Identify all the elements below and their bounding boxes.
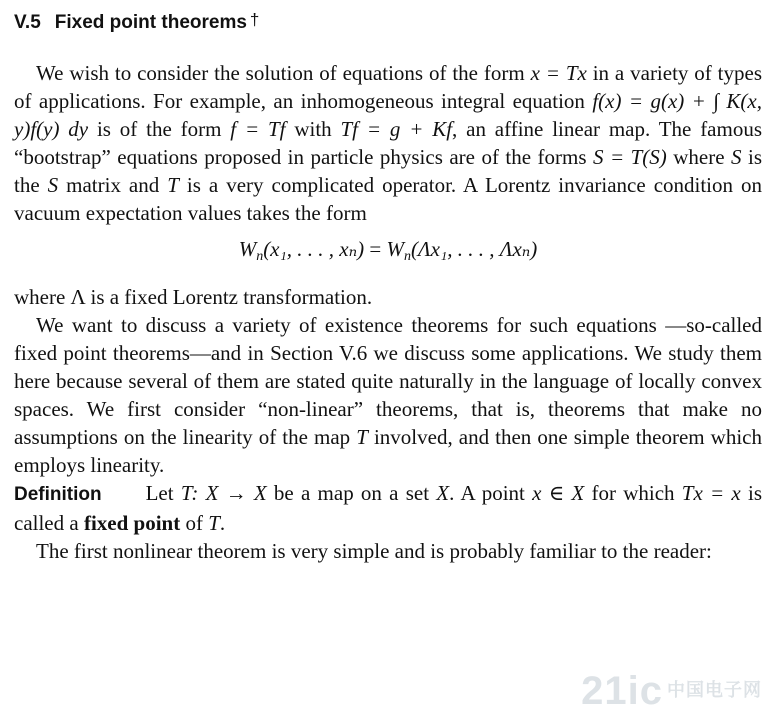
math-args: (x₁, . . . , xₙ) [263,237,365,261]
text: be a map on a set [266,481,437,505]
watermark-logo [581,669,762,714]
math-inline: f(x) = g(x) + ∫ K(x, y)f(y) dy [14,89,762,141]
footnote-dagger[interactable]: † [249,10,260,29]
math-inline: f = Tf [230,117,286,141]
watermark-text: 21ic [581,669,663,713]
definition-label: Definition [14,484,102,505]
math-inline: S [47,173,59,197]
watermark-cn: 中国电子网 [667,680,762,700]
math-inline: T [167,173,179,197]
text: is called a [14,481,762,535]
paragraph-lorentz: where Λ is a fixed Lorentz transformation. [14,285,373,309]
text: involved, and then one simple theorem which employs linearity. [14,425,762,477]
math-inline: S [731,145,742,169]
math-symbol: W [386,237,404,261]
text: , an affine linear map. The famous “bootstrap” equations proposed in particle physics are of the forms [14,117,763,169]
math-inline: x ∈ X [532,481,585,505]
math-inline: X [436,481,450,505]
math-subscript: n [256,249,264,264]
text: where [666,145,732,169]
math-inline: T [356,425,368,449]
section-title: Fixed point theorems [54,12,247,33]
page [14,6,762,565]
math-symbol: W [238,237,257,261]
text: We wish to consider the solution of equations of the form [36,61,531,85]
text: matrix and [58,173,168,197]
paragraph-intro [14,59,762,227]
section-heading [14,6,762,37]
text: for which [584,481,682,505]
text: Let [145,481,181,505]
section-number: V.5 [14,12,41,33]
text: is the [14,145,762,197]
math-equals: = [364,237,387,261]
math-inline: T: X → X [180,481,267,505]
text: . [219,511,226,535]
defined-term: fixed point [83,511,181,535]
paragraph-first-theorem: The first nonlinear theorem is very simple and is probably familiar to the reader: [36,539,712,563]
math-inline: Tf = g + Kf [340,117,453,141]
text: is a very complicated operator. A Lorentz invariance condition on vacuum expectation values takes the form [14,173,762,225]
text: with [285,117,341,141]
math-inline: S = T(S) [593,145,667,169]
math-args: (Λx₁, . . . , Λxₙ) [410,237,538,261]
text: is of the form [88,117,231,141]
math-subscript: n [403,249,411,264]
math-inline: x = Tx [530,61,587,85]
math-inline: T [208,511,220,535]
text: We want to discuss a variety of existence theorems for such equations —so-called fixed point theorems—and in Section V.6 we discuss some applications. We study them here because several of them are stated quite naturally in the language of locally convex spaces. We first consider “non-linear” theorems, that is, theorems that make no assumptions on the linearity of the map [14,313,762,449]
math-inline: Tx = x [681,481,741,505]
definition-block [14,479,762,537]
display-equation [14,235,762,271]
text: . A point [449,481,533,505]
paragraph-existence [14,311,762,479]
text: of [180,511,209,535]
text: in a variety of types of applications. For example, an inhomogeneous integral equation [14,61,763,113]
